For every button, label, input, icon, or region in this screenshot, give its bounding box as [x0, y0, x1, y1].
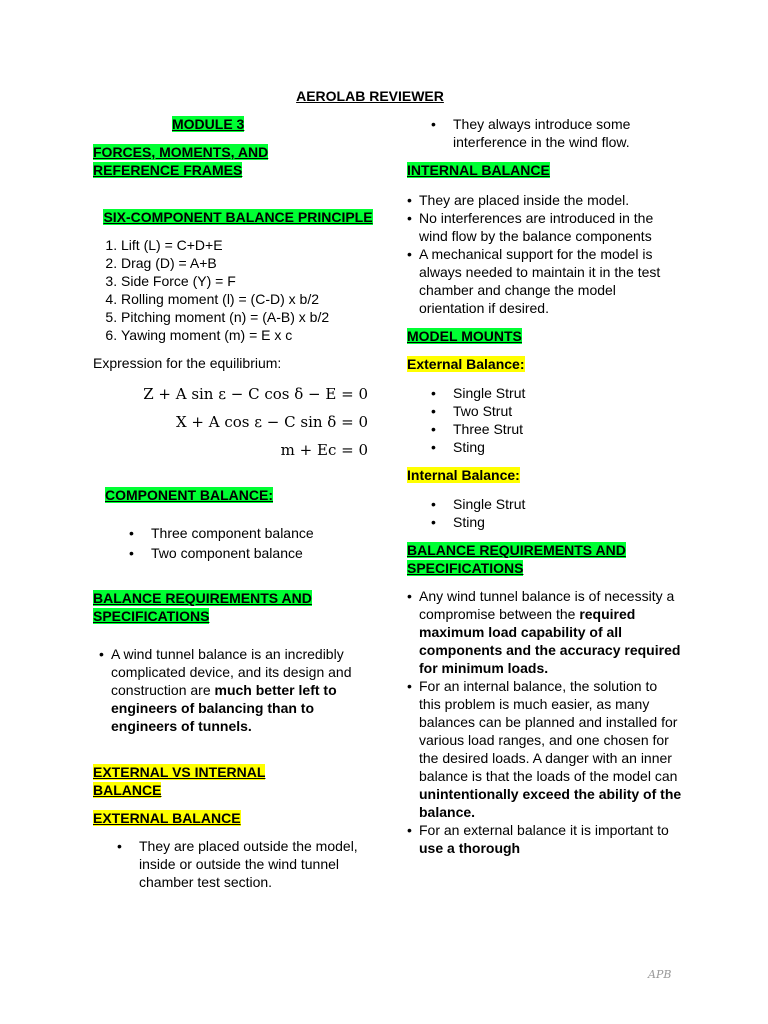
list-item: • Three component balance [151, 524, 383, 542]
external-balance-list-cont [407, 115, 682, 151]
list-item: 4. Rolling moment (l) = (C-D) x b/2 [121, 290, 383, 308]
six-component-heading: SIX-COMPONENT BALANCE PRINCIPLE [103, 209, 373, 225]
internal-balance-heading: INTERNAL BALANCE [407, 162, 550, 178]
component-balance-heading: COMPONENT BALANCE: [105, 487, 273, 503]
internal-balance-subheading: Internal Balance: [407, 467, 520, 483]
ext-vs-int-heading: EXTERNAL VS INTERNAL BALANCE [93, 764, 266, 798]
right-column [407, 115, 682, 857]
list-item: 1. Lift (L) = C+D+E [121, 236, 383, 254]
list-item: • A wind tunnel balance is an incredibly complicated device, and its design and construction are much better left to engineers of balancing than to engineers of tunnels. [111, 645, 383, 735]
footer-initials: APB [648, 968, 672, 981]
external-balance-heading: EXTERNAL BALANCE [93, 810, 241, 826]
list-item: • Two Strut [453, 402, 682, 420]
external-balance-subheading: External Balance: [407, 356, 525, 372]
list-item: 2. Drag (D) = A+B [121, 254, 383, 272]
equations [93, 380, 368, 464]
component-list [93, 524, 383, 562]
left-column [93, 115, 383, 891]
list-item: • They are placed inside the model. [419, 191, 682, 209]
list-item: • They always introduce some interference in the wind flow. [453, 115, 682, 151]
right-requirements-heading: BALANCE REQUIREMENTS AND SPECIFICATIONS [407, 542, 626, 576]
model-mounts-heading: MODEL MOUNTS [407, 328, 522, 344]
external-balance-list [93, 837, 383, 891]
requirements-heading: BALANCE REQUIREMENTS AND SPECIFICATIONS [93, 590, 312, 624]
list-item: 3. Side Force (Y) = F [121, 272, 383, 290]
forces-heading: FORCES, MOMENTS, AND REFERENCE FRAMES [93, 144, 269, 178]
formula-list [93, 236, 383, 344]
list-item: • Sting [453, 513, 682, 531]
list-item: • Single Strut [453, 384, 682, 402]
list-item: • For an external balance it is important to use a thorough [419, 821, 682, 857]
list-item: • Any wind tunnel balance is of necessity a compromise between the required maximum load capability of all components and the accuracy required for minimum loads. [419, 587, 682, 677]
list-item: • Single Strut [453, 495, 682, 513]
requirements-list [93, 645, 383, 735]
list-item: • Two component balance [151, 544, 383, 562]
list-item: 6. Yawing moment (m) = E x c [121, 326, 383, 344]
internal-mounts-list [407, 495, 682, 531]
equation-3: m + Ec = 0 [280, 441, 368, 459]
list-item: 5. Pitching moment (n) = (A-B) x b/2 [121, 308, 383, 326]
equation-2: X + A cos ε − C sin δ = 0 [175, 413, 368, 431]
list-item: • They are placed outside the model, inside or outside the wind tunnel chamber test section. [139, 837, 383, 891]
list-item: • Three Strut [453, 420, 682, 438]
list-item: • No interferences are introduced in the wind flow by the balance components [419, 209, 682, 245]
list-item: • For an internal balance, the solution to this problem is much easier, as many balances can be planned and installed for various load ranges, and one chosen for the desired loads. A danger with an inner balance is that the loads of the model can unintentionally exceed the ability of the balance. [419, 677, 682, 821]
right-requirements-list [407, 587, 682, 857]
page-title: AEROLAB REVIEWER [296, 88, 444, 104]
equation-1: Z + A sin ε − C cos δ − E = 0 [143, 385, 368, 403]
module-heading: MODULE 3 [172, 116, 245, 132]
internal-balance-list [407, 191, 682, 317]
expression-label: Expression for the equilibrium: [93, 355, 282, 371]
list-item: • Sting [453, 438, 682, 456]
external-mounts-list [407, 384, 682, 456]
list-item: • A mechanical support for the model is always needed to maintain it in the test chamber and change the model orientation if desired. [419, 245, 682, 317]
